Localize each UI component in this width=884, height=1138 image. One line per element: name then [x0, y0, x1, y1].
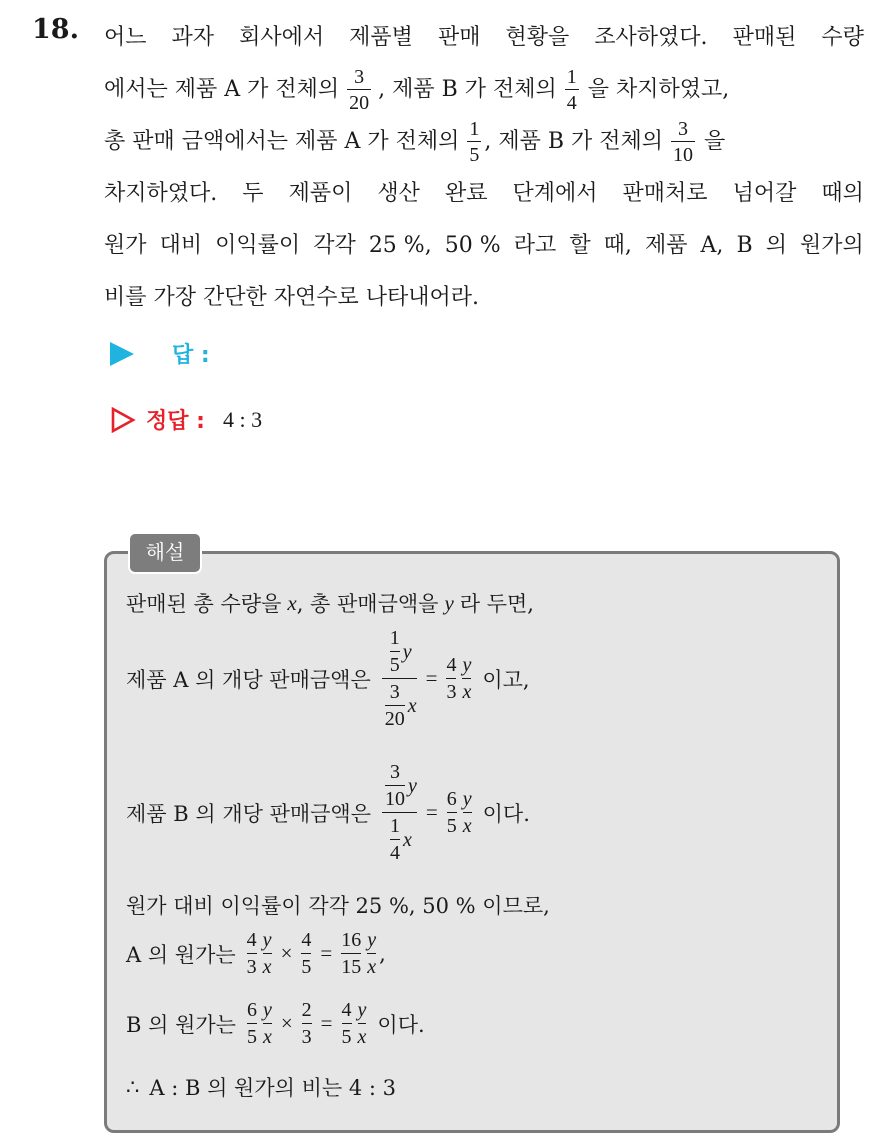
correct-answer-row — [110, 404, 262, 435]
question-line-1: 어느 과자 회사에서 제품별 판매 현황을 조사하였다. 판매된 수량 — [104, 25, 864, 50]
question-line-4: 차지하였다. 두 제품이 생산 완료 단계에서 판매처로 넘어갈 때의 — [104, 181, 864, 206]
solution-line-4: 원가 대비 이익률이 각각 25 %, 50 % 이므로, — [126, 894, 550, 918]
question-number: 18. — [32, 14, 79, 45]
solution-line-7: ∴ A : B 의 원가의 비는 4 : 3 — [126, 1075, 396, 1100]
question-text — [104, 12, 864, 324]
solution-line-2: 제품 A 의 개당 판매금액은 1 5 y 3 20 x = 4 3 y x 이고, — [126, 627, 530, 730]
answer-row — [110, 338, 210, 369]
correct-answer-value: 4 : 3 — [222, 406, 263, 432]
fraction: 3 10 — [673, 118, 694, 166]
solution-line-1: 판매된 총 수량을 x , 총 판매금액을 y 라 두면, — [126, 590, 534, 616]
correct-answer-label: 정답 : — [146, 409, 205, 434]
fraction: 1 5 — [469, 118, 480, 166]
fraction: 3 20 — [349, 66, 370, 114]
solution-line-6: B 의 원가는 6 5 y x × 2 3 = 4 5 y x 이다. — [126, 999, 425, 1048]
question-line-5: 원가 대비 이익률이 각각 25 %, 50 % 라고 할 때, 제품 A, B 의 원가의 — [104, 233, 864, 258]
complex-fraction: 3 10 y 1 4 x — [382, 762, 417, 863]
solution-line-3: 제품 B 의 개당 판매금액은 3 10 y 1 4 x = 6 5 y x 이다. — [126, 761, 530, 864]
solution-tag: 해설 — [128, 532, 202, 574]
solution-line-5: A 의 원가는 4 3 y x × 4 5 = 16 15 y x , — [126, 929, 386, 978]
answer-label: 답 : — [172, 343, 210, 368]
fraction: 1 4 — [566, 66, 577, 114]
complex-fraction: 1 5 y 3 20 x — [382, 628, 417, 729]
therefore-symbol: ∴ — [126, 1075, 140, 1099]
question-line-6: 비를 가장 간단한 자연수로 나타내어라. — [104, 285, 479, 310]
outline-arrow-icon — [110, 407, 136, 433]
question-line-3: 총 판매 금액에서는 제품 A 가 전체의 1 5 , 제품 B 가 전체의 3 10 을 — [104, 118, 726, 166]
question-line-2: 에서는 제품 A 가 전체의 3 20 , 제품 B 가 전체의 1 4 을 차지하였고, — [104, 66, 730, 114]
play-arrow-icon — [110, 342, 134, 366]
